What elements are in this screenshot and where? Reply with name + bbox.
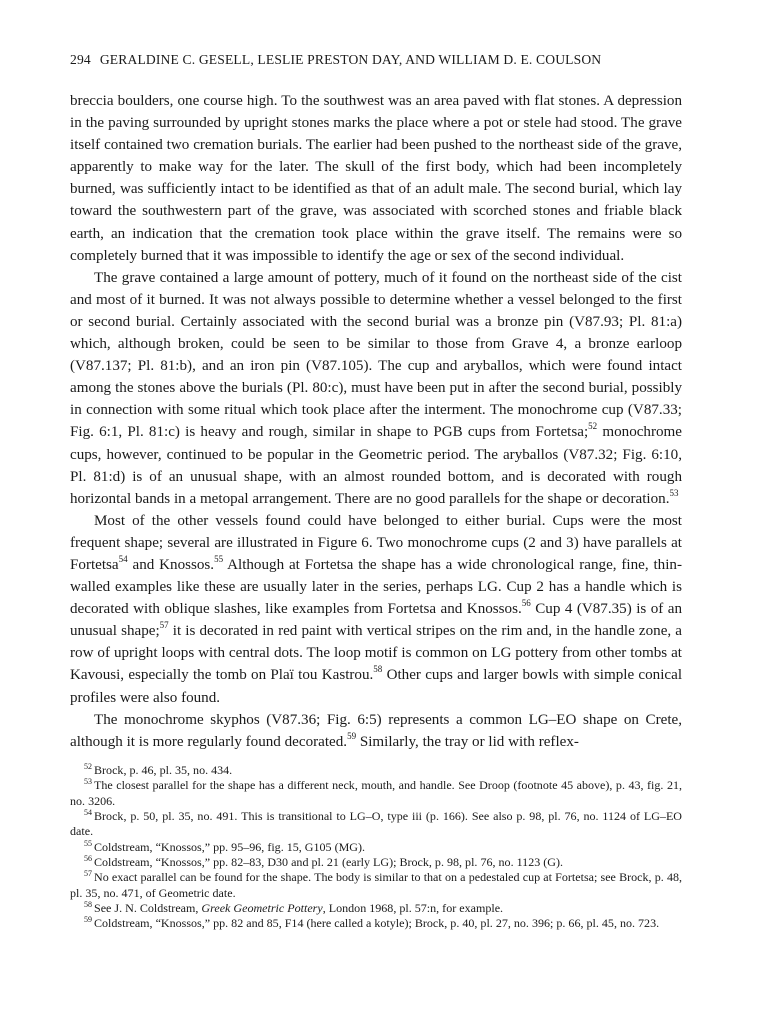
page [70,52,682,932]
page-number: 294 [70,52,91,67]
footnote-text: No exact parallel can be found for the shape. The body is similar to that on a pedestaled cup at Fortetsa; see Brock, p. 48, pl. 35, no. 471, of Geometric date. [70,870,682,900]
running-head-authors: GERALDINE C. GESELL, LESLIE PRESTON DAY, AND WILLIAM D. E. COULSON [99,52,602,67]
footnote-number: 53 [84,777,92,787]
footnote-text: Coldstream, “Knossos,” pp. 82 and 85, F14 (here called a kotyle); Brock, p. 40, pl. 27, no. 396; p. 66, pl. 45, no. 723. [94,916,660,931]
footnote-text: , London 1968, pl. 57:n, for example. [322,900,504,915]
paragraph-text: Although at Fortetsa the shape has a wide chronological range, fine, thin-walled examples like these are usually later in the series, perhaps LG. Cup 2 has a handle which is decorated with oblique slashes, like examples from Fortetsa and Knossos. [70,556,682,618]
footnote [70,901,682,916]
footnote-number: 57 [84,869,92,879]
paragraph [70,709,682,753]
footnote [70,840,682,855]
paragraph [70,267,682,510]
footnote-text: Coldstream, “Knossos,” pp. 82–83, D30 and pl. 21 (early LG); Brock, p. 98, pl. 76, no. 1123 (G). [94,854,563,869]
paragraph-text: monochrome cups, however, continued to be popular in the Geometric period. The aryballos (V87.32; Fig. 6:10, Pl. 81:d) is of an unusual shape, with an almost rounded bottom, and is decorated with rough horizontal bands in a metopal arrangement. There are no good parallels for the shape or decoration. [70,424,682,507]
paragraph-text: The grave contained a large amount of pottery, much of it found on the northeast side of the cist and most of it burned. It was not always possible to determine whether a vessel belonged to the first or second burial. Certainly associated with the second burial was a bronze pin (V87.93; Pl. 81:a) which, although broken, could be seen to be similar to those from Grave 4, a bronze earloop (V87.137; Pl. 81:b), and an iron pin (V87.105). The cup and aryballos, which were found intact among the stones above the burials (Pl. 80:c), must have been put in after the second burial, possibly in connection with some ritual which took place after the interment. The monochrome cup (V87.33; Fig. 6:1, Pl. 81:c) is heavy and rough, similar in shape to PGB cups from Fortetsa; [70,269,682,441]
footnote-ref[interactable]: 57 [159,620,169,631]
footnote [70,916,682,931]
footnote [70,809,682,840]
body-text [70,90,682,753]
footnote-text: The closest parallel for the shape has a different neck, mouth, and handle. See Droop (footnote 45 above), p. 43, fig. 21, no. 3206. [70,778,682,808]
paragraph [70,90,682,267]
paragraph [70,510,682,709]
footnote-number: 54 [84,807,92,817]
footnote-number: 56 [84,853,92,863]
footnote-text: See J. N. Coldstream, [94,900,202,915]
paragraph-text: and Knossos. [127,556,215,573]
footnote-number: 59 [84,915,92,925]
footnote-ref[interactable]: 55 [214,553,224,564]
footnote-text: Brock, p. 50, pl. 35, no. 491. This is transitional to LG–O, type iii (p. 166). See also p. 98, pl. 76, no. 1124 of LG–EO date. [70,808,682,839]
footnote-ref[interactable]: 59 [347,730,357,741]
paragraph-text: Most of the other vessels found could have belonged to either burial. Cups were the most frequent shape; several are illustrated in Figure 6. Two monochrome cups (2 and 3) have parallels at Fortetsa [70,512,682,573]
footnote-number: 58 [84,899,92,909]
footnote [70,763,682,778]
paragraph-text: Other cups and larger bowls with simple conical profiles were also found. [70,667,683,706]
footnote-number: 52 [84,761,92,771]
footnote-ref[interactable]: 56 [521,598,531,609]
paragraph-text: it is decorated in red paint with vertical stripes on the rim and, in the handle zone, a row of upright loops with central dots. The loop motif is common on LG pottery from other tombs at Kavousi, especially the tomb on Plaï tou Kastrou. [70,623,682,684]
footnote-number: 55 [84,838,92,848]
footnote-ref[interactable]: 53 [669,487,679,498]
paragraph-text: The monochrome skyphos (V87.36; Fig. 6:5) represents a common LG–EO shape on Crete, although it is more regularly found decorated. [70,711,682,750]
paragraph-text: breccia boulders, one course high. To the southwest was an area paved with flat stones. A depression in the paving surrounded by upright stones marks the place where a pot or stele had stood. The grave itself contained two cremation burials. The earlier had been pushed to the northeast side of the grave, apparently to make way for the later. The skull of the first body, which had been incompletely burned, was sufficiently intact to be identified as that of an adult male. The second burial, which lay toward the southwestern part of the grave, was associated with scorched stones and friable black earth, an indication that the cremation took place within the grave itself. The remains were so completely burned that it was impossible to identify the age or sex of the second individual. [70,93,682,264]
paragraph-text: Cup 4 (V87.35) is of an unusual shape; [70,601,682,640]
footnote-ref[interactable]: 58 [373,664,383,675]
footnote [70,870,682,901]
footnotes [70,763,682,932]
running-header [70,52,682,74]
footnote-text: Coldstream, “Knossos,” pp. 95–96, fig. 15, G105 (MG). [94,839,366,854]
footnote-title: Greek Geometric Pottery [201,900,323,915]
footnote [70,855,682,870]
paragraph-text: Similarly, the tray or lid with reflex- [356,733,579,750]
footnote-ref[interactable]: 52 [588,421,598,432]
footnote-text: Brock, p. 46, pl. 35, no. 434. [94,762,233,777]
footnote-ref[interactable]: 54 [118,553,128,564]
footnote [70,778,682,809]
